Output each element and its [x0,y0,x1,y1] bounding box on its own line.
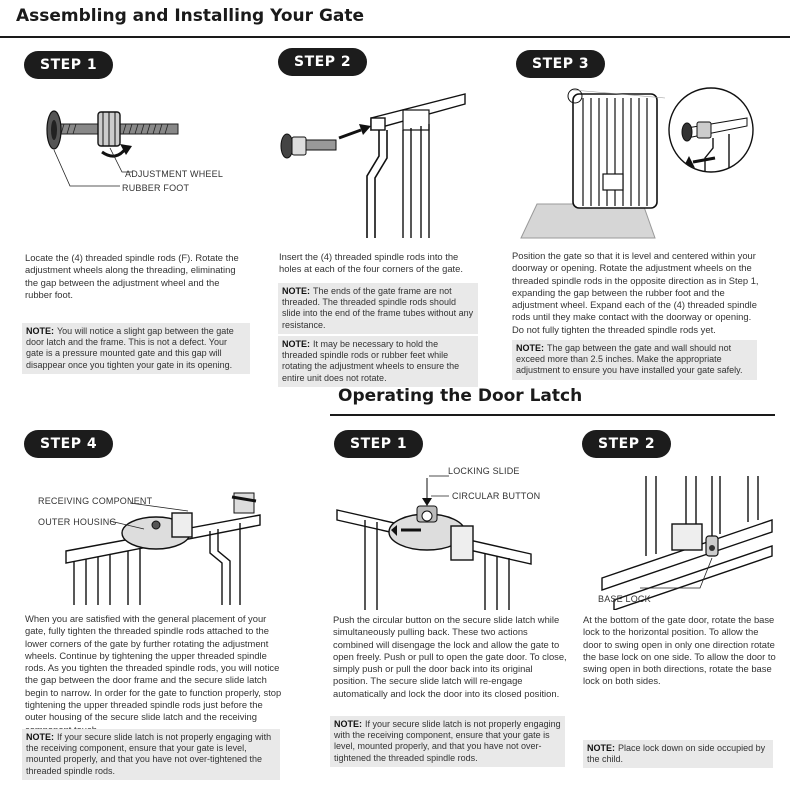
adjustment-wheel-callout: ADJUSTMENT WHEEL [125,169,224,179]
insert-rod-illustration [275,88,470,238]
assembly-step3-text: Position the gate so that it is level and centered within your doorway or opening. Rotate the adjustment wheels on the threaded spindle rods in the opposite direction as in Step 1, expanding the gap between the rubber foot and the adjustment wheel. Expand each of the (4) threaded spindle rods until they make contact with the doorway or opening. Do not fully tighten the threaded spindle rods yet. [512,250,759,335]
latch-step1-note: NOTE: If your secure slide latch is not properly engaging with the receiving component, ensure that your gate is level, mounted properly, and that you have not over-tightened the threaded spindle rods. [330,716,565,767]
page-title: Assembling and Installing Your Gate [16,6,365,26]
assembly-step3-badge: STEP 3 [516,50,605,78]
gate-position-illustration [515,82,755,242]
latch-step2-badge: STEP 2 [582,430,671,458]
assembly-step4-note: NOTE: If your secure slide latch is not properly engaging with the receiving component, ensure that your gate is level, mounted properly, and that you have not over-tightened the threaded spindle rods. [22,729,280,780]
latch-section-divider [330,414,775,416]
rubber-foot-callout: RUBBER FOOT [122,183,190,193]
base-lock-callout: BASE LOCK [598,594,651,604]
latch-step2-note: NOTE: Place lock down on side occupied by the child. [583,740,773,768]
assembly-step2-text: Insert the (4) threaded spindle rods into the holes at each of the four corners of the gate. [279,251,463,275]
assembly-step1-text: Locate the (4) threaded spindle rods (F). Rotate the adjustment wheels along the threading, eliminating the gap between the adjustment wheel and the rubber foot. [25,252,239,300]
base-lock-illustration [600,470,775,610]
latch-step2-text: At the bottom of the gate door, rotate the base lock to the horizontal position. To allow the door to swing open in only one direction rotate the base lock on one side. To allow the door to swing open in both directions, rotate the base lock on both sides. [583,614,776,687]
assembly-step3-note: NOTE: The gap between the gate and wall should not exceed more than 2.5 inches. Make the appropriate adjustment to ensure you have installed your gate safely. [512,340,757,380]
assembly-step2-badge: STEP 2 [278,48,367,76]
assembly-step1-note: NOTE: You will notice a slight gap between the gate door latch and the frame. This is not a defect. Your gate is a pressure mounted gate and this gap will disappear once you tighten your gate in its opening. [22,323,250,374]
latch-step1-text: Push the circular button on the secure slide latch while simultaneously pulling back. These two actions combined will disengage the lock and allow the gate to open freely. Push or pull to open the gate door. To close, simply push or pull the door back into its original position. The secure slide latch will re-engage automatically and lock the door into its closed position. [333,614,567,699]
circular-button-callout: CIRCULAR BUTTON [452,491,541,501]
latch-section-title: Operating the Door Latch [338,386,583,406]
assembly-step4-text: When you are satisfied with the general placement of your gate, fully tighten the threaded spindle rods attached to the lower corners of the gate by further rotating the adjustment wheels. Continue by tightening the upper threaded spindle rods. As you tighten the threaded spindle rods, you will notice the gap between the door frame and the secure slide latch begin to narrow. In order for the gate to function properly, stop tightening the upper threaded spindle rods just before the outer housing of the secure slide latch and the receiving [25,613,282,723]
latch-tighten-illustration [60,475,280,605]
receiving-component-callout: RECEIVING COMPONENT [38,496,153,506]
outer-housing-callout: OUTER HOUSING [38,517,117,527]
title-divider [0,36,790,38]
assembly-step1-badge: STEP 1 [24,51,113,79]
locking-slide-callout: LOCKING SLIDE [448,466,520,476]
latch-step1-badge: STEP 1 [334,430,423,458]
assembly-step2-note1: NOTE: The ends of the gate frame are not threaded. The threaded spindle rods should slide into the end of the frame tubes without any resistance. [278,283,478,334]
assembly-step4-badge: STEP 4 [24,430,113,458]
assembly-step2-note2: NOTE: It may be necessary to hold the threaded spindle rods or rubber feet while rotating the adjustment wheels to ensure the entire unit does not rotate. [278,336,478,387]
